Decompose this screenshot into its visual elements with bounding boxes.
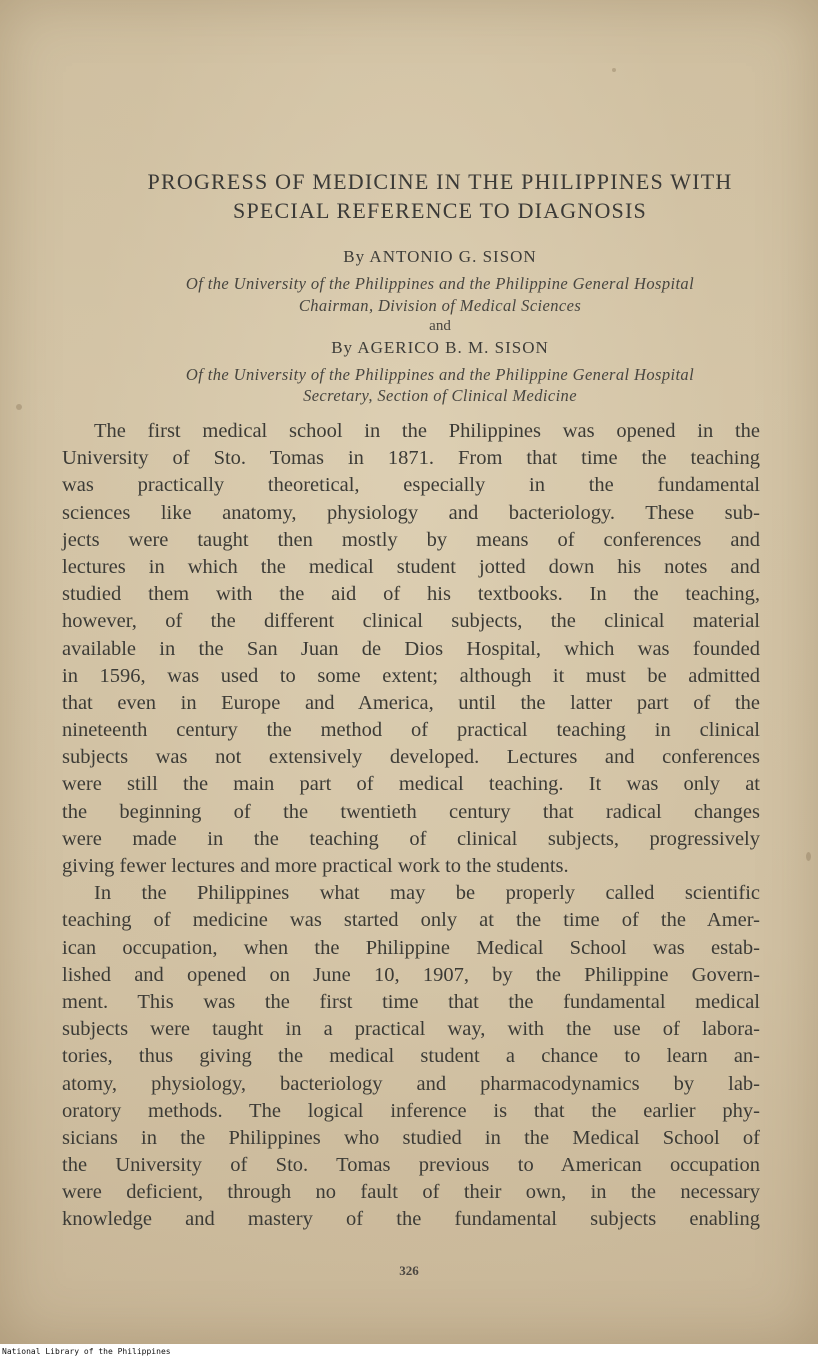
body-line: subjects was not extensively developed. Lectures and conferences <box>62 746 760 769</box>
paper-spot <box>806 852 811 861</box>
body-line: in 1596, was used to some extent; although it must be admitted <box>62 664 760 687</box>
body-line: sciences like anatomy, physiology and bacteriology. These sub- <box>62 501 760 524</box>
body-line: available in the San Juan de Dios Hospital, which was founded <box>62 637 760 660</box>
paragraph-2 <box>62 880 760 1233</box>
body-line: subjects were taught in a practical way, with the use of labora- <box>62 1018 760 1041</box>
article-title-line-1: PROGRESS OF MEDICINE IN THE PHILIPPINES WITH <box>147 169 733 194</box>
author1-position: Chairman, Division of Medical Sciences <box>298 296 582 315</box>
body-line: University of Sto. Tomas in 1871. From that time the teaching <box>62 447 760 470</box>
body-line: the beginning of the twentieth century that radical changes <box>62 800 760 823</box>
footer-credit: National Library of the Philippines <box>2 1347 171 1356</box>
body-line: sicians in the Philippines who studied in the Medical School of <box>62 1126 760 1149</box>
body-line: however, of the different clinical subjects, the clinical material <box>62 610 760 633</box>
body-line: The first medical school in the Philippines was opened in the <box>94 420 760 442</box>
page-number: 326 <box>399 1263 419 1278</box>
body-line: atomy, physiology, bacteriology and pharmacodynamics by lab- <box>62 1072 760 1095</box>
body-line: knowledge and mastery of the fundamental subjects enabling <box>62 1208 760 1231</box>
paper-spot <box>612 68 616 72</box>
body-line: teaching of medicine was started only at the time of the Amer- <box>62 909 760 932</box>
body-line: ican occupation, when the Philippine Medical School was estab- <box>62 936 760 959</box>
body-line: were deficient, through no fault of their own, in the necessary <box>62 1181 760 1204</box>
author2-byline: By AGERICO B. M. SISON <box>331 338 549 357</box>
body-line: were made in the teaching of clinical subjects, progressively <box>62 827 760 850</box>
body-line: tories, thus giving the medical student a chance to learn an- <box>62 1045 760 1068</box>
author1-affiliation: Of the University of the Philippines and the Philippine General Hospital <box>185 274 695 293</box>
article-body <box>62 418 760 1234</box>
body-line: the University of Sto. Tomas previous to American occupation <box>62 1154 760 1177</box>
paper-spot <box>16 404 22 410</box>
authors-conjunction: and <box>429 318 451 334</box>
body-line: jects were taught then mostly by means of conferences and <box>62 528 760 551</box>
body-line: ment. This was the first time that the fundamental medical <box>62 990 760 1013</box>
article-title-line-2: SPECIAL REFERENCE TO DIAGNOSIS <box>233 198 647 223</box>
author2-affiliation: Of the University of the Philippines and the Philippine General Hospital <box>185 365 695 384</box>
body-line: giving fewer lectures and more practical work to the students. <box>62 855 569 877</box>
body-line: were still the main part of medical teaching. It was only at <box>62 773 760 796</box>
author1-byline: By ANTONIO G. SISON <box>343 247 537 266</box>
body-line: that even in Europe and America, until the latter part of the <box>62 691 760 714</box>
author2-position: Secretary, Section of Clinical Medicine <box>303 386 577 405</box>
body-line: oratory methods. The logical inference is that the earlier phy- <box>62 1099 760 1122</box>
body-line: lectures in which the medical student jotted down his notes and <box>62 555 760 578</box>
paragraph-1 <box>62 418 760 880</box>
body-line: was practically theoretical, especially in the fundamental <box>62 474 760 497</box>
body-line: nineteenth century the method of practical teaching in clinical <box>62 719 760 742</box>
body-line: lished and opened on June 10, 1907, by the Philippine Govern- <box>62 963 760 986</box>
body-line: In the Philippines what may be properly called scientific <box>94 882 760 905</box>
body-line: studied them with the aid of his textbooks. In the teaching, <box>62 583 760 606</box>
